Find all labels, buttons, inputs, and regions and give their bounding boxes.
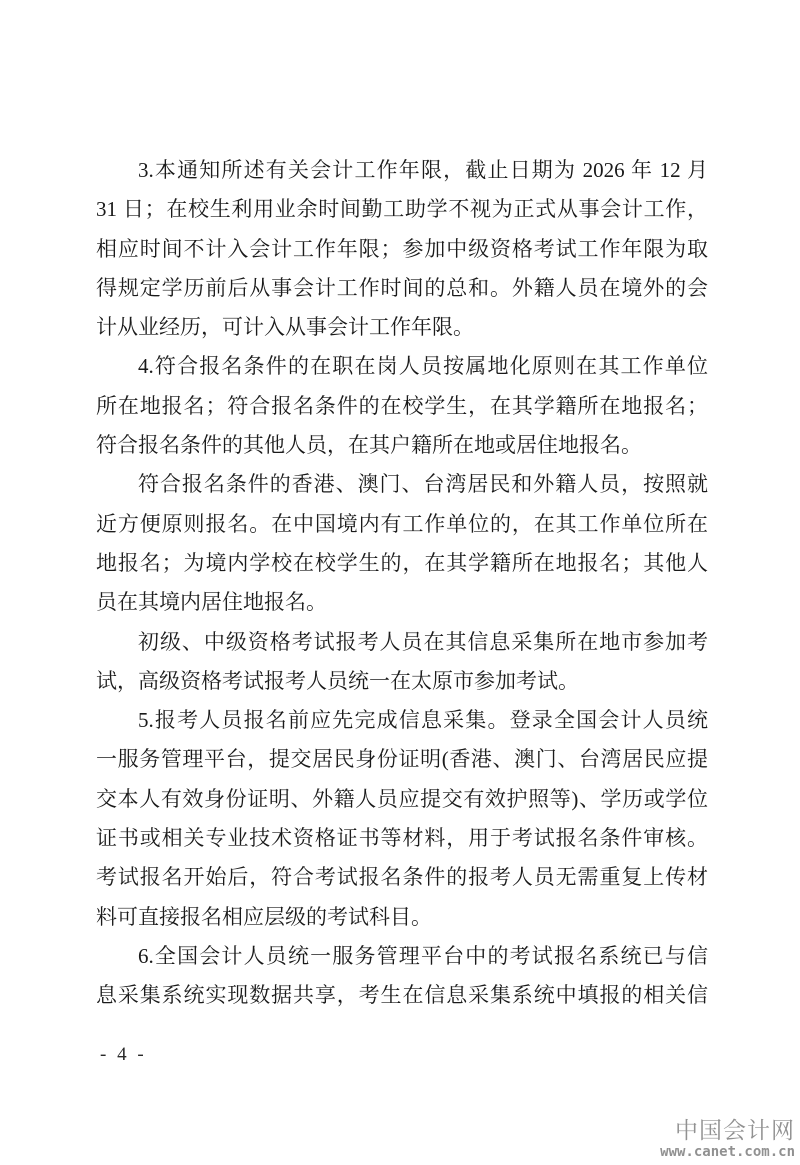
- document-body: [96, 151, 708, 1016]
- site-watermark: [660, 1117, 795, 1160]
- text-line: 息采集系统实现数据共享，考生在信息采集系统中填报的相关信: [96, 983, 708, 1008]
- text-line: 计从业经历，可计入从事会计工作年限。: [96, 315, 474, 340]
- text-line: 近方便原则报名。在中国境内有工作单位的，在其工作单位所在: [96, 511, 708, 536]
- text-line: 员在其境内居住地报名。: [96, 590, 327, 615]
- text-line: 得规定学历前后从事会计工作时间的总和。外籍人员在境外的会: [96, 275, 708, 300]
- text-line: 考试报名开始后，符合考试报名条件的报考人员无需重复上传材: [96, 865, 708, 890]
- page-number: - 4 -: [100, 1044, 147, 1065]
- text-line: 符合报名条件的其他人员，在其户籍所在地或居住地报名。: [96, 433, 642, 458]
- text-line: 3.本通知所述有关会计工作年限，截止日期为 2026 年 12 月: [138, 158, 708, 182]
- text-line: 料可直接报名相应层级的考试科目。: [96, 904, 432, 929]
- text-line: 相应时间不计入会计工作年限；参加中级资格考试工作年限为取: [96, 236, 708, 261]
- text-line: 所在地报名；符合报名条件的在校学生，在其学籍所在地报名；: [96, 393, 708, 418]
- text-line: 交本人有效身份证明、外籍人员应提交有效护照等)、学历或学位: [96, 786, 708, 811]
- text-line: 6.全国会计人员统一服务管理平台中的考试报名系统已与信: [138, 943, 708, 968]
- text-line: 31 日；在校生利用业余时间勤工助学不视为正式从事会计工作，: [96, 197, 708, 222]
- watermark-site-url: www.canet.com.cn: [660, 1144, 795, 1160]
- text-line: 5.报考人员报名前应先完成信息采集。登录全国会计人员统: [138, 708, 708, 733]
- text-line: 证书或相关专业技术资格证书等材料，用于考试报名条件审核。: [96, 826, 708, 851]
- text-line: 一服务管理平台，提交居民身份证明(香港、澳门、台湾居民应提: [96, 747, 708, 772]
- text-line: 初级、中级资格考试报考人员在其信息采集所在地市参加考: [138, 629, 708, 654]
- watermark-site-name: 中国会计网: [675, 1117, 795, 1143]
- text-line: 地报名；为境内学校在校学生的，在其学籍所在地报名；其他人: [96, 550, 708, 575]
- text-line: 4.符合报名条件的在职在岗人员按属地化原则在其工作单位: [138, 354, 708, 379]
- text-line: 符合报名条件的香港、澳门、台湾居民和外籍人员，按照就: [138, 472, 708, 497]
- text-line: 试，高级资格考试报考人员统一在太原市参加考试。: [96, 668, 579, 693]
